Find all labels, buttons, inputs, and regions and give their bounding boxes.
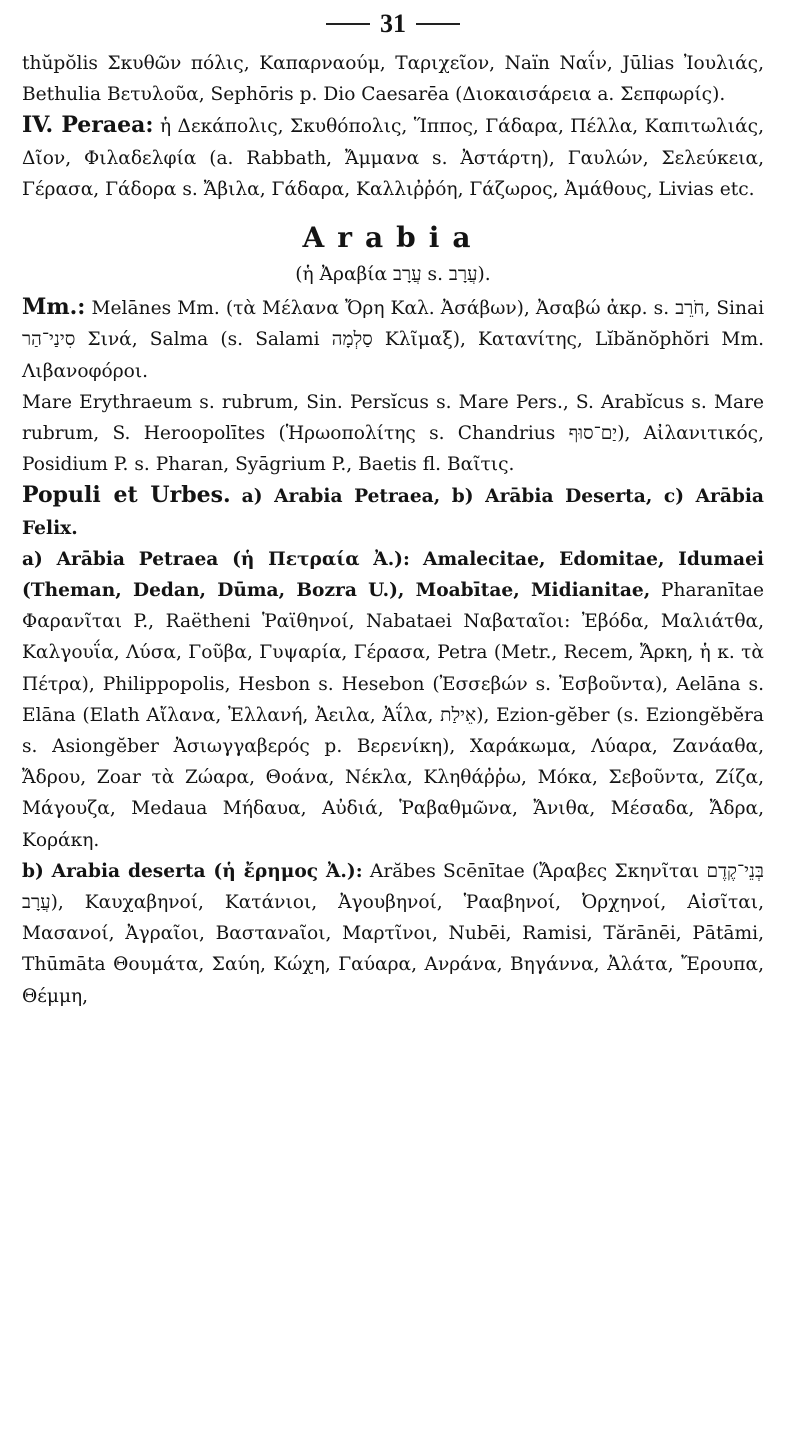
deserta-text: Arăbes Scēnītae (Ἄραβες Σκηνῖται בְּנֵי־קֶדֶם עֲרָב), Καυχαβηνοί, Κατάνιοι, Ἀγουβηνοί, Ῥααβηνοί, Ὀρχηνοί, Αἰσῖται, Μασανοί, Ἀγραῖοι, Βαστανaῖοι, Μαρτῖνοι, Nubēi, Ramisi, Tărānēi, Pātāmi, Thūmāta Θουμάτα, Σαύη, Κώχη, Γαύαρα, Ανράνα, Βηγάννα, Ἀλάτα, Ἔρουπα, Θέμμη, (22, 860, 764, 1007)
paragraph-peraea (22, 110, 764, 205)
paragraph-seas: Mare Erythraeum s. rubrum, Sin. Persĭcus s. Mare Pers., S. Arabĭcus s. Mare rubrum, S. Heroopolītes (Ἡρωοπολίτης s. Chandrius יַם־סוּף), Αἰλανιτικός, Posidium P. s. Pharan, Syāgrium P., Baetis fl. Βαῖτις. (22, 391, 764, 476)
petraea-peoples: Amalecitae, Edomitae, Idumaei (Theman, Dedan, Dūma, Bozra U.), Moabītae, Midianitae, (22, 548, 764, 602)
petraea-lead: a) Arābia Petraea (ἡ Πετραία Ἀ.): (22, 548, 410, 570)
petraea-text: Pharanītae Φαρανῖται P., Raëtheni Ῥαϊθηνοί, Nabataei Ναβαταῖοι: Ἐβόδα, Μαλιάτθα, Καλγουΐα, Λύσα, Γοῦβα, Γυψαρία, Γέρασα, Petra (Metr., Recem, Ἄρκη, ἡ κ. τὰ Πέτρα), Philippopolis, Hesbon s. Hesebon (Ἐσσεβών s. Ἐσβοῦντα), Aelāna s. Elāna (Elath Αἴλανα, Ἐλλανή, Ἀειλα, Ἀΐλα, אֵילַת), Ezion-gĕber (s. Eziongĕbĕra s. Asiongĕber Ἀσιωγγαβερός p. Βερενίκη), Χαράκωμα, Λύαρα, Ζανάαθα, Ἄδρου, Zoar τὰ Ζώαρα, Θοάνα, Νέκλα, Κληθάῤῥω, Μόκα, Σεβοῦντα, Ζίζα, Μάγουζα, Medaua Μήδαυα, Αὐδιά, Ῥαβαθμῶνα, Ἄνιθα, Μέσαδα, Ἄδρα, Κοράκη. (22, 580, 764, 851)
page-number: 31 (380, 9, 406, 39)
section-label-peraea: IV. Peraea: (22, 112, 154, 139)
paragraph-arabia-petraea (22, 544, 764, 856)
populi-divisions: a) Arabia Petraea, b) Arābia Deserta, c) Arābia Felix. (22, 486, 764, 539)
header-rule-left (326, 23, 370, 25)
section-subtitle-arabia: (ἡ Ἀραβία עֲרָב s. עֲרָב). (295, 264, 491, 286)
section-title-arabia: Arabia (302, 221, 484, 255)
deserta-lead: b) Arabia deserta (ἡ ἔρημος Ἀ.): (22, 860, 363, 882)
mountains-label: Mm.: (22, 294, 86, 321)
peraea-text: ἡ Δεκάπολις, Σκυθόπολις, Ἵππος, Γάδαρα, Πέλλα, Καπιτωλιάς, Δῖον, Φιλαδελφία (a. Rabbath, Ἄμμανα s. Ἀστάρτη), Γαυλών, Σελεύκεια, Γέρασα, Γάδορα s. Ἄβιλα, Γάδαρα, Καλλιῤῥόη, Γάζωρος, Ἀμάθους, Livias etc. (22, 116, 764, 200)
paragraph-galilaea-cont: thŭpŏlis Σκυθῶν πόλις, Καπαρναούμ, Ταριχεῖον, Naïn Ναΐν, Jūlias Ἰουλιάς, Bethulia Βετυλοῦα, Sephōris p. Dio Caesarēa (Διοκαισάρεια a. Σεπφωρίς). (22, 53, 764, 106)
paragraph-populi (22, 480, 764, 543)
mountains-text: Melānes Mm. (τὰ Μέλανα Ὄρη Καλ. Ἀσάβων), Ἀσαβώ ἀκρ. s. חֹרֵב, Sinai סִינַי־הַר Σινά, Salma (s. Salami סַלְמָה Κλῖμαξ), Καταvίτης, Lĭbănŏphŏri Mm. Λιβανοφόροι. (22, 298, 765, 382)
paragraph-mountains (22, 292, 764, 387)
paragraph-arabia-deserta (22, 856, 764, 1012)
page-header (22, 4, 764, 44)
populi-heading: Populi et Urbes. (22, 482, 231, 509)
header-rule-right (416, 23, 460, 25)
